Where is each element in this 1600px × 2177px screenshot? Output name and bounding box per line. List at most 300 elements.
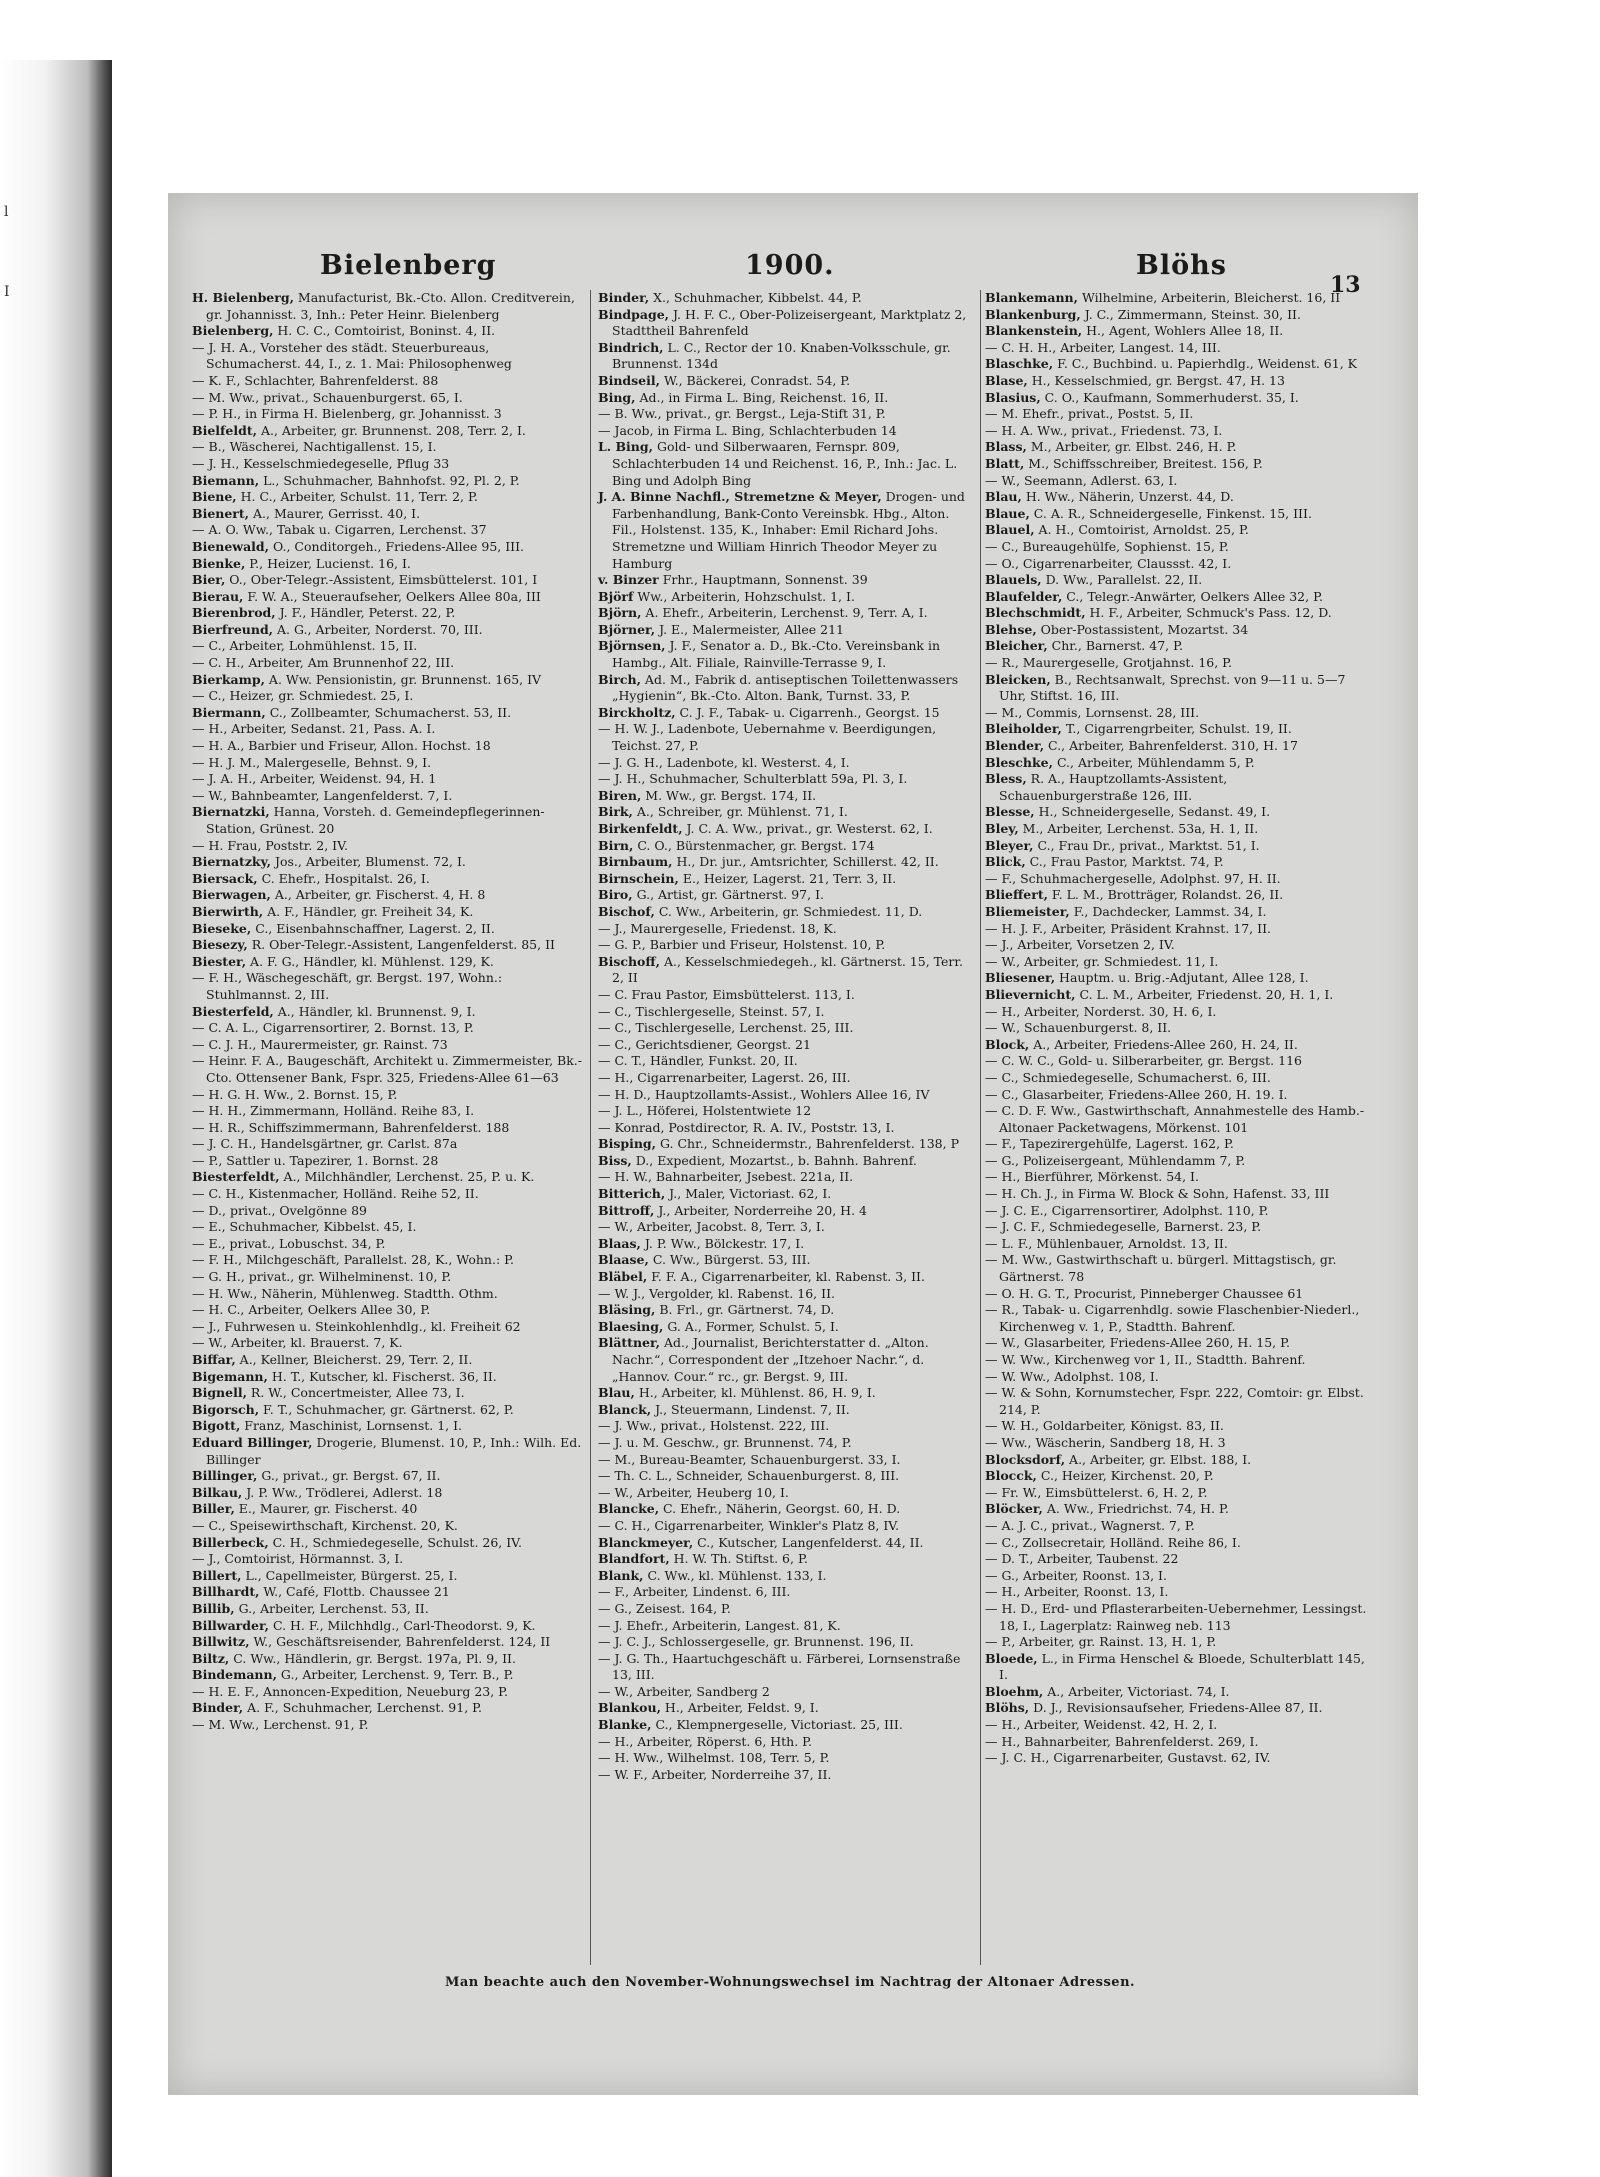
entry-details: R. A., Hauptzollamts-Assistent, Schauenburgerstraße 126, III. xyxy=(999,771,1228,803)
entry-details: A. F., Händler, gr. Freiheit 34, K. xyxy=(263,903,474,919)
directory-entry xyxy=(598,1302,976,1319)
entry-details: Manufacturist, Bk.-Cto. Allon. Creditverein, gr. Johannisst. 3, Inh.: Peter Heinr. Bielenberg xyxy=(206,290,575,322)
directory-entry xyxy=(192,655,582,672)
entry-details: — G., Arbeiter, Roonst. 13, I. xyxy=(985,1567,1167,1583)
directory-entry xyxy=(192,1651,582,1668)
entry-details: X., Schuhmacher, Kibbelst. 44, P. xyxy=(649,290,862,305)
entry-details: A., Kellner, Bleicherst. 29, Terr. 2, II. xyxy=(235,1352,473,1367)
entry-surname: Biernatzki, xyxy=(192,804,270,820)
entry-details: — M. Ehefr., privat., Postst. 5, II. xyxy=(985,406,1194,422)
entry-details: M. Ww., gr. Bergst. 174, II. xyxy=(641,787,817,803)
entry-details: — C., Tischlergeselle, Lerchenst. 25, III. xyxy=(598,1020,854,1036)
entry-surname: Blaase, xyxy=(598,1252,649,1268)
entry-surname: Biltz, xyxy=(192,1650,230,1666)
directory-entry xyxy=(985,1302,1367,1335)
directory-entry xyxy=(192,1418,582,1435)
entry-details: — H. Ww., Wilhelmst. 108, Terr. 5, P. xyxy=(598,1750,830,1766)
entry-details: — C., Zollsecretair, Holländ. Reihe 86, I. xyxy=(985,1534,1241,1550)
entry-surname: Biro, xyxy=(598,887,633,903)
directory-entry xyxy=(985,638,1367,655)
directory-entry xyxy=(192,1601,582,1618)
directory-entry xyxy=(192,1302,582,1319)
entry-details: — C. Frau Pastor, Eimsbüttelerst. 113, I. xyxy=(598,986,855,1002)
footnote: Man beachte auch den November-Wohnungswechsel im Nachtrag der Altonaer Adressen. xyxy=(444,1975,1136,1990)
directory-entry xyxy=(598,1136,976,1153)
entry-surname: Bierenbrod, xyxy=(192,605,276,621)
directory-entry xyxy=(192,1385,582,1402)
directory-entry xyxy=(598,1269,976,1286)
entry-details: — H., Arbeiter, Roonst. 13, I. xyxy=(985,1584,1169,1600)
entry-details: — J. C. J., Schlossergeselle, gr. Brunnenst. 196, II. xyxy=(598,1634,914,1650)
entry-details: H. T., Kutscher, kl. Fischerst. 36, II. xyxy=(267,1368,497,1384)
entry-details: T., Cigarrengrbeiter, Schulst. 19, II. xyxy=(1061,721,1292,737)
directory-entry xyxy=(598,1070,976,1087)
entry-details: — J. G. Th., Haartuchgeschäft u. Färberei, Lornsenstraße 13, III. xyxy=(598,1650,961,1683)
directory-entry xyxy=(598,1252,976,1269)
directory-entry xyxy=(985,1087,1367,1104)
page-number: 13 xyxy=(1330,272,1361,298)
directory-entry xyxy=(598,622,976,639)
directory-entry xyxy=(192,1004,582,1021)
entry-details: Frhr., Hauptmann, Sonnenst. 39 xyxy=(658,572,868,588)
entry-details: F. T., Schuhmacher, gr. Gärtnerst. 62, P. xyxy=(259,1401,514,1417)
entry-surname: Bigott, xyxy=(192,1418,241,1434)
entry-details: M., Arbeiter, Lerchenst. 53a, H. 1, II. xyxy=(1018,821,1259,836)
entry-details: — Th. C. L., Schneider, Schauenburgerst. 8, III. xyxy=(598,1468,900,1484)
directory-entry xyxy=(985,1203,1367,1220)
entry-surname: Blatt, xyxy=(985,455,1025,471)
entry-details: C., Zollbeamter, Schumacherst. 53, II. xyxy=(265,704,512,720)
entry-surname: Bleicher, xyxy=(985,638,1048,654)
entry-surname: Bindseil, xyxy=(598,372,660,388)
directory-entry xyxy=(985,1219,1367,1236)
entry-surname: Bindemann, xyxy=(192,1667,277,1683)
directory-entry xyxy=(192,688,582,705)
entry-surname: Bierau, xyxy=(192,588,244,604)
directory-entry xyxy=(598,1518,976,1535)
directory-entry xyxy=(598,1750,976,1767)
entry-details: — J. C. E., Cigarrensortirer, Adolphst. 110, P. xyxy=(985,1202,1269,1218)
directory-entry xyxy=(598,1319,976,1336)
entry-details: — W., Arbeiter, kl. Brauerst. 7, K. xyxy=(192,1335,403,1351)
entry-details: — E., privat., Lobuschst. 34, P. xyxy=(192,1235,386,1251)
entry-surname: Blanke, xyxy=(598,1717,652,1733)
directory-entry xyxy=(598,373,976,390)
entry-details: A., Arbeiter, Friedens-Allee 260, H. 24, II. xyxy=(1029,1036,1298,1052)
entry-details: — L. F., Mühlenbauer, Arnoldst. 13, II. xyxy=(985,1235,1228,1251)
directory-entry xyxy=(985,356,1367,373)
directory-entry xyxy=(192,970,582,1003)
directory-entry xyxy=(192,622,582,639)
entry-surname: Bielenberg, xyxy=(192,323,274,339)
entry-surname: Bierwirth, xyxy=(192,903,264,919)
entry-details: — O., Cigarrenarbeiter, Claussst. 42, I. xyxy=(985,555,1232,571)
directory-entry xyxy=(598,1634,976,1651)
entry-details: M., Arbeiter, gr. Elbst. 246, H. P. xyxy=(1026,439,1237,455)
directory-entry xyxy=(985,622,1367,639)
directory-entry xyxy=(598,1286,976,1303)
directory-entry xyxy=(598,1618,976,1635)
entry-details: B. Frl., gr. Gärtnerst. 74, D. xyxy=(655,1302,835,1318)
directory-entry xyxy=(985,1584,1367,1601)
directory-entry xyxy=(985,1020,1367,1037)
entry-details: — C. J. H., Maurermeister, gr. Rainst. 73 xyxy=(192,1036,448,1052)
directory-entry xyxy=(985,1750,1367,1767)
entry-details: H., Agent, Wohlers Allee 18, II. xyxy=(1082,323,1284,339)
directory-entry xyxy=(192,1269,582,1286)
entry-details: — O. H. G. T., Procurist, Pinneberger Chaussee 61 xyxy=(985,1285,1304,1301)
directory-entry xyxy=(985,970,1367,987)
column-divider xyxy=(980,290,981,1965)
entry-surname: Billert, xyxy=(192,1567,242,1583)
directory-entry xyxy=(985,1252,1367,1285)
directory-entry xyxy=(192,1136,582,1153)
entry-details: — B. Ww., privat., gr. Bergst., Leja-Stift 31, P. xyxy=(598,406,886,422)
directory-entry xyxy=(192,1319,582,1336)
entry-details: A. F. G., Händler, kl. Mühlenst. 129, K. xyxy=(246,953,494,969)
directory-entry xyxy=(598,1385,976,1402)
entry-surname: Bloehm, xyxy=(985,1683,1044,1699)
entry-surname: Bloede, xyxy=(985,1650,1038,1666)
entry-surname: Bigorsch, xyxy=(192,1401,260,1417)
entry-surname: Bischoff, xyxy=(598,953,660,969)
entry-details: G. Chr., Schneidermstr., Bahrenfelderst. 138, P xyxy=(656,1136,959,1152)
directory-entry xyxy=(192,456,582,473)
entry-details: — H. A., Barbier und Friseur, Allon. Hochst. 18 xyxy=(192,738,491,754)
entry-details: — Jacob, in Firma L. Bing, Schlachterbuden 14 xyxy=(598,422,897,438)
entry-details: — G., Zeisest. 164, P. xyxy=(598,1600,731,1616)
directory-entry xyxy=(192,937,582,954)
entry-details: — H. Ch. J., in Firma W. Block & Sohn, Hafenst. 33, III xyxy=(985,1186,1330,1202)
entry-details: H., Dr. jur., Amtsrichter, Schillerst. 42, II. xyxy=(672,854,939,870)
entry-surname: Binder, xyxy=(192,1700,244,1716)
directory-entry xyxy=(985,1418,1367,1435)
entry-details: — J. H., Kesselschmiedegeselle, Pflug 33 xyxy=(192,455,450,471)
entry-surname: Birnbaum, xyxy=(598,854,673,870)
entry-details: H., Schneidergeselle, Sedanst. 49, I. xyxy=(1034,804,1271,820)
directory-entry xyxy=(598,638,976,671)
directory-entry xyxy=(985,1369,1367,1386)
entry-surname: Birk, xyxy=(598,804,633,820)
entry-surname: Blankemann, xyxy=(985,290,1078,305)
entry-surname: L. Bing, xyxy=(598,439,653,455)
directory-column-3 xyxy=(985,290,1367,1767)
entry-details: J. F., Senator a. D., Bk.-Cto. Vereinsbank in Hambg., Alt. Filiale, Rainville-Terrasse 9, I. xyxy=(612,638,941,671)
entry-details: — G. P., Barbier und Friseur, Holstenst. 10, P. xyxy=(598,937,886,953)
entry-details: — Konrad, Postdirector, R. A. IV., Poststr. 13, I. xyxy=(598,1119,895,1135)
entry-details: A., Arbeiter, gr. Fischerst. 4, H. 8 xyxy=(270,887,486,903)
entry-details: H., Arbeiter, kl. Mühlenst. 86, H. 9, I. xyxy=(634,1385,876,1401)
directory-entry xyxy=(985,1335,1367,1352)
entry-details: — C. A. L., Cigarrensortirer, 2. Bornst. 13, P. xyxy=(192,1020,474,1036)
entry-surname: Eduard Billinger, xyxy=(192,1434,313,1450)
entry-details: — H. E. F., Annoncen-Expedition, Neueburg 23, P. xyxy=(192,1683,509,1699)
entry-surname: Blauel, xyxy=(985,522,1035,538)
directory-entry xyxy=(598,788,976,805)
directory-entry xyxy=(985,439,1367,456)
directory-entry xyxy=(985,1452,1367,1469)
entry-details: — C. H., Arbeiter, Am Brunnenhof 22, III. xyxy=(192,655,455,671)
entry-details: — C., Bureaugehülfe, Sophienst. 15, P. xyxy=(985,538,1229,554)
directory-entry xyxy=(985,1136,1367,1153)
directory-entry xyxy=(598,771,976,788)
directory-entry xyxy=(192,871,582,888)
directory-entry xyxy=(985,1684,1367,1701)
directory-entry xyxy=(192,721,582,738)
directory-entry xyxy=(985,738,1367,755)
entry-surname: Bierwagen, xyxy=(192,887,271,903)
directory-entry xyxy=(192,340,582,373)
entry-surname: Blandfort, xyxy=(598,1551,670,1567)
entry-surname: Blass, xyxy=(985,439,1027,455)
entry-details: — C., Heizer, gr. Schmiedest. 25, I. xyxy=(192,688,414,704)
entry-surname: Blender, xyxy=(985,738,1045,754)
entry-surname: Block, xyxy=(985,1036,1030,1052)
entry-surname: Bilkau, xyxy=(192,1484,243,1500)
directory-entry xyxy=(598,1485,976,1502)
directory-entry xyxy=(985,1385,1367,1418)
directory-entry xyxy=(985,1053,1367,1070)
directory-entry xyxy=(192,390,582,407)
entry-details: G., privat., gr. Bergst. 67, II. xyxy=(257,1468,441,1484)
left-page-fragment: I xyxy=(4,284,10,300)
entry-details: — H., Arbeiter, Norderst. 30, H. 6, I. xyxy=(985,1003,1217,1019)
directory-entry xyxy=(192,1618,582,1635)
entry-surname: Blöcker, xyxy=(985,1501,1043,1517)
entry-surname: Blankenburg, xyxy=(985,306,1081,322)
directory-entry xyxy=(192,1535,582,1552)
entry-details: J., Steuermann, Lindenst. 7, II. xyxy=(651,1401,850,1417)
entry-surname: Bierkamp, xyxy=(192,671,265,687)
directory-entry xyxy=(192,1020,582,1037)
entry-details: Hauptm. u. Brig.-Adjutant, Allee 128, I. xyxy=(1055,970,1309,986)
entry-surname: Bieseke, xyxy=(192,920,252,936)
entry-details: — H., Cigarrenarbeiter, Lagerst. 26, III. xyxy=(598,1069,851,1085)
directory-entry xyxy=(192,738,582,755)
entry-details: M., Schiffsschreiber, Breitest. 156, P. xyxy=(1024,455,1263,471)
directory-entry xyxy=(192,1402,582,1419)
directory-entry xyxy=(985,423,1367,440)
entry-details: — H. Ww., Näherin, Mühlenweg. Stadtth. Othm. xyxy=(192,1285,498,1301)
entry-details: O., Conditorgeh., Friedens-Allee 95, III. xyxy=(269,538,525,554)
entry-details: W., Bäckerei, Conradst. 54, P. xyxy=(659,372,851,388)
directory-entry xyxy=(598,589,976,606)
directory-entry xyxy=(192,373,582,390)
entry-details: A., Maurer, Gerrisst. 40, I. xyxy=(249,505,421,521)
entry-details: Drogerie, Blumenst. 10, P., Inh.: Wilh. Ed. Billinger xyxy=(206,1434,582,1467)
directory-entry xyxy=(985,390,1367,407)
entry-surname: H. Bielenberg, xyxy=(192,290,294,305)
directory-entry xyxy=(598,921,976,938)
column-divider xyxy=(590,290,591,1965)
entry-surname: Blaas, xyxy=(598,1235,641,1251)
entry-details: — F., Tapezirergehülfe, Lagerst. 162, P. xyxy=(985,1136,1234,1152)
entry-details: — H. W., Bahnarbeiter, Jsebest. 221a, II. xyxy=(598,1169,854,1185)
entry-details: J. H. F. C., Ober-Polizeisergeant, Marktplatz 2, Stadttheil Bahrenfeld xyxy=(612,306,967,339)
entry-surname: Billwarder, xyxy=(192,1617,269,1633)
entry-details: — G., Polizeisergeant, Mühlendamm 7, P. xyxy=(985,1152,1246,1168)
entry-details: — C. D. F. Ww., Gastwirthschaft, Annahmestelle des Hamb.-Altonaer Packetwagens, Mörkenst. 101 xyxy=(985,1103,1365,1135)
entry-details: — H. D., Erd- und Pflasterarbeiten-Uebernehmer, Lessingst. 18, I., Lagerplatz: Rainweg neb. 113 xyxy=(985,1600,1367,1633)
entry-details: — M. Ww., Lerchenst. 91, P. xyxy=(192,1717,369,1733)
entry-details: W., Geschäftsreisender, Bahrenfelderst. 124, II xyxy=(249,1634,551,1650)
entry-surname: Bley, xyxy=(985,821,1019,836)
directory-entry xyxy=(985,1435,1367,1452)
entry-surname: Björnsen, xyxy=(598,638,666,654)
entry-details: E., Heizer, Lagerst. 21, Terr. 3, II. xyxy=(678,870,897,886)
entry-details: Drogen- und Farbenhandlung, Bank-Conto Vereinsbk. Hbg., Alton. Fil., Holstenst. 135, K., Inhaber: Emil Richard Johs. Stremetzne und William Hinrich Theodor Meyer zu Hamburg xyxy=(612,489,965,571)
directory-entry xyxy=(598,705,976,722)
entry-surname: Birnschein, xyxy=(598,870,679,886)
directory-entry xyxy=(598,937,976,954)
directory-entry xyxy=(985,605,1367,622)
directory-entry xyxy=(192,1369,582,1386)
directory-entry xyxy=(985,1501,1367,1518)
directory-entry xyxy=(985,954,1367,971)
entry-surname: Bliemeister, xyxy=(985,903,1070,919)
entry-details: J. C. A. Ww., privat., gr. Westerst. 62, I. xyxy=(682,821,933,836)
entry-surname: Bleiholder, xyxy=(985,721,1062,737)
entry-details: J. C., Zimmermann, Steinst. 30, II. xyxy=(1080,306,1301,322)
directory-entry xyxy=(985,473,1367,490)
entry-surname: Billerbeck, xyxy=(192,1534,269,1550)
entry-details: D., Expedient, Mozartst., b. Bahnh. Bahrenf. xyxy=(631,1152,917,1168)
entry-details: — H. H., Zimmermann, Holländ. Reihe 83, I. xyxy=(192,1103,475,1119)
directory-entry xyxy=(985,921,1367,938)
directory-entry xyxy=(985,838,1367,855)
directory-entry xyxy=(192,1186,582,1203)
directory-entry xyxy=(598,1186,976,1203)
directory-entry xyxy=(985,721,1367,738)
entry-surname: J. A. Binne Nachfl., Stremetzne & Meyer, xyxy=(598,489,882,505)
entry-surname: Blieffert, xyxy=(985,887,1048,903)
directory-entry xyxy=(192,1169,582,1186)
entry-surname: Blau, xyxy=(985,489,1022,505)
directory-entry xyxy=(598,1734,976,1751)
directory-entry xyxy=(985,672,1367,705)
entry-details: A., Händler, kl. Brunnenst. 9, I. xyxy=(273,1003,476,1019)
directory-entry xyxy=(598,1468,976,1485)
entry-details: — W. Ww., Adolphst. 108, I. xyxy=(985,1368,1159,1384)
entry-details: — C., Schmiedegeselle, Schumacherst. 6, III. xyxy=(985,1069,1271,1085)
entry-details: A. Ww. Pensionistin, gr. Brunnenst. 165, IV xyxy=(264,671,542,687)
directory-entry xyxy=(598,1236,976,1253)
directory-entry xyxy=(985,556,1367,573)
entry-details: — C. H., Kistenmacher, Holländ. Reihe 52, II. xyxy=(192,1186,479,1202)
entry-details: — Heinr. F. A., Baugeschäft, Architekt u. Zimmermeister, Bk.-Cto. Ottensener Bank, Fspr. 325, Friedens-Allee 61—63 xyxy=(192,1053,582,1085)
directory-entry xyxy=(598,1037,976,1054)
directory-entry xyxy=(192,506,582,523)
entry-surname: Blau, xyxy=(598,1385,635,1401)
entry-details: A. Ehefr., Arbeiterin, Lerchenst. 9, Terr. A, I. xyxy=(641,605,928,621)
entry-surname: Blick, xyxy=(985,854,1026,870)
directory-entry xyxy=(985,937,1367,954)
directory-entry xyxy=(192,323,582,340)
directory-entry xyxy=(192,904,582,921)
directory-entry xyxy=(192,1252,582,1269)
entry-surname: Bier, xyxy=(192,572,226,588)
entry-details: — A. J. C., privat., Wagnerst. 7, P. xyxy=(985,1517,1195,1533)
entry-details: — J. G. H., Ladenbote, kl. Westerst. 4, I. xyxy=(598,754,850,770)
directory-entry xyxy=(598,755,976,772)
directory-entry xyxy=(985,589,1367,606)
entry-details: — H., Arbeiter, Sedanst. 21, Pass. A. I. xyxy=(192,721,436,737)
entry-details: A. G., Arbeiter, Norderst. 70, III. xyxy=(273,621,483,637)
entry-surname: Biesterfeld, xyxy=(192,1003,274,1019)
entry-details: — J. u. M. Geschw., gr. Brunnenst. 74, P. xyxy=(598,1434,852,1450)
entry-surname: Biemann, xyxy=(192,472,260,488)
directory-entry xyxy=(598,838,976,855)
directory-entry xyxy=(985,755,1367,772)
entry-details: Chr., Barnerst. 47, P. xyxy=(1047,638,1183,654)
entry-details: C. Ww., Arbeiterin, gr. Schmiedest. 11, D. xyxy=(654,903,923,919)
entry-details: H. W. Th. Stiftst. 6, P. xyxy=(669,1551,808,1567)
entry-details: — J. C. H., Cigarrenarbeiter, Gustavst. 62, IV. xyxy=(985,1750,1271,1766)
entry-details: — C., Speisewirthschaft, Kirchenst. 20, K. xyxy=(192,1517,458,1533)
directory-entry xyxy=(192,1684,582,1701)
directory-entry xyxy=(985,539,1367,556)
directory-entry xyxy=(985,1601,1367,1634)
entry-surname: Bienke, xyxy=(192,555,246,571)
entry-details: J. E., Malermeister, Allee 211 xyxy=(655,621,845,637)
entry-details: — C., Gerichtsdiener, Georgst. 21 xyxy=(598,1036,811,1052)
directory-entry xyxy=(598,904,976,921)
entry-details: — Fr. W., Eimsbüttelerst. 6, H. 2, P. xyxy=(985,1484,1208,1500)
directory-entry xyxy=(598,1584,976,1601)
entry-surname: Bittroff, xyxy=(598,1202,655,1218)
entry-surname: Biersack, xyxy=(192,870,258,886)
directory-entry xyxy=(985,987,1367,1004)
directory-entry xyxy=(985,904,1367,921)
entry-surname: Binder, xyxy=(598,290,650,305)
entry-details: — W., Arbeiter, gr. Schmiedest. 11, I. xyxy=(985,953,1219,969)
directory-entry xyxy=(192,1435,582,1468)
directory-entry xyxy=(192,1518,582,1535)
directory-entry xyxy=(598,1767,976,1784)
entry-surname: Björner, xyxy=(598,621,656,637)
entry-details: C. H. F., Milchhdlg., Carl-Theodorst. 9, K. xyxy=(268,1617,536,1633)
directory-entry xyxy=(192,638,582,655)
entry-details: F. F. A., Cigarrenarbeiter, kl. Rabenst. 3, II. xyxy=(647,1269,925,1285)
entry-details: — W., Seemann, Adlerst. 63, I. xyxy=(985,472,1178,488)
directory-entry xyxy=(598,1203,976,1220)
entry-details: — M. Ww., privat., Schauenburgerst. 65, I. xyxy=(192,389,463,405)
entry-surname: Billwitz, xyxy=(192,1634,250,1650)
directory-entry xyxy=(598,1501,976,1518)
entry-details: J., Maler, Victoriast. 62, I. xyxy=(665,1186,832,1202)
entry-details: — R., Tabak- u. Cigarrenhdlg. sowie Flaschenbier-Niederl., Kirchenweg v. 1, P., Stadtth. Bahrenf. xyxy=(985,1302,1360,1334)
entry-details: — R., Maurergeselle, Grotjahnst. 16, P. xyxy=(985,655,1233,671)
entry-details: H. F., Arbeiter, Schmuck's Pass. 12, D. xyxy=(1085,605,1332,621)
entry-details: Wilhelmine, Arbeiterin, Bleicherst. 16, II xyxy=(1077,290,1341,305)
entry-details: — P. H., in Firma H. Bielenberg, gr. Johannisst. 3 xyxy=(192,406,502,422)
entry-details: H. C., Arbeiter, Schulst. 11, Terr. 2, P. xyxy=(236,489,478,505)
directory-entry xyxy=(192,406,582,423)
directory-entry xyxy=(192,1053,582,1086)
entry-details: Ober-Postassistent, Mozartst. 34 xyxy=(1036,621,1249,637)
directory-entry xyxy=(985,821,1367,838)
directory-entry xyxy=(598,1402,976,1419)
directory-entry xyxy=(598,1535,976,1552)
entry-surname: Biernatzky, xyxy=(192,854,271,870)
entry-surname: Blanckmeyer, xyxy=(598,1534,694,1550)
directory-entry xyxy=(598,290,976,307)
entry-details: — W., Arbeiter, Sandberg 2 xyxy=(598,1683,770,1699)
entry-surname: Blaschke, xyxy=(985,356,1054,372)
entry-details: J., Arbeiter, Norderreihe 20, H. 4 xyxy=(654,1202,867,1218)
directory-entry xyxy=(985,406,1367,423)
entry-details: Ww., Arbeiterin, Hohzschulst. 1, I. xyxy=(633,588,855,604)
